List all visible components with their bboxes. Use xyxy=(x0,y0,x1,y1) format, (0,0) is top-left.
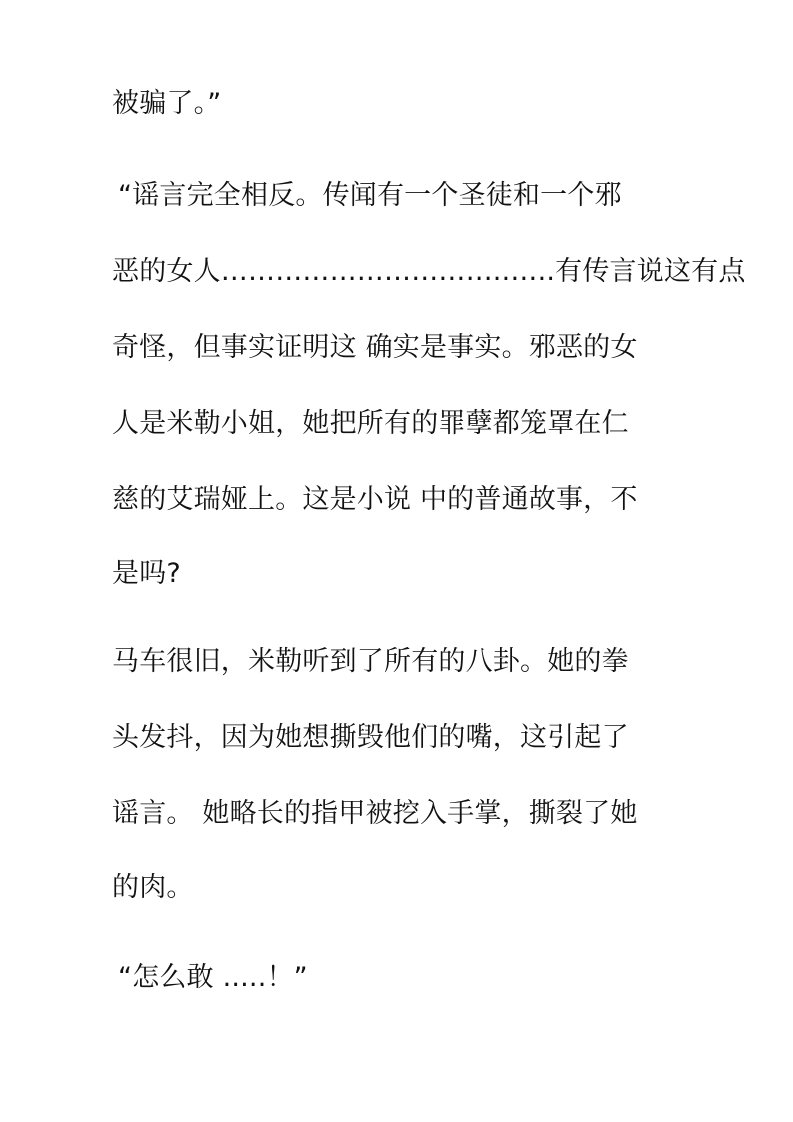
text-line-11: 的肉。 xyxy=(112,872,194,903)
text-line-2: “谣言完全相反。传闻有一个圣徒和一个邪 xyxy=(118,180,622,211)
text-line-3: 恶的女人…………………………..…..有传言说这有点 xyxy=(112,256,746,287)
text-line-10: 谣言。 她略长的指甲被挖入手掌，撕裂了她 xyxy=(112,798,638,829)
text-line-1: 被骗了。” xyxy=(112,88,222,119)
text-line-4: 奇怪，但事实证明这 确实是事实。邪恶的女 xyxy=(112,332,638,363)
text-line-9: 头发抖，因为她想撕毁他们的嘴，这引起了 xyxy=(112,722,629,753)
text-line-5: 人是米勒小姐，她把所有的罪孽都笼罩在仁 xyxy=(112,408,629,439)
text-line-6: 慈的艾瑞娅上。这是小说 中的普通故事，不 xyxy=(112,484,638,515)
text-line-7: 是吗? xyxy=(112,558,181,589)
text-line-12: “怎么敢 .....！” xyxy=(118,962,308,993)
text-line-8: 马车很旧，米勒听到了所有的八卦。她的拳 xyxy=(112,646,629,677)
